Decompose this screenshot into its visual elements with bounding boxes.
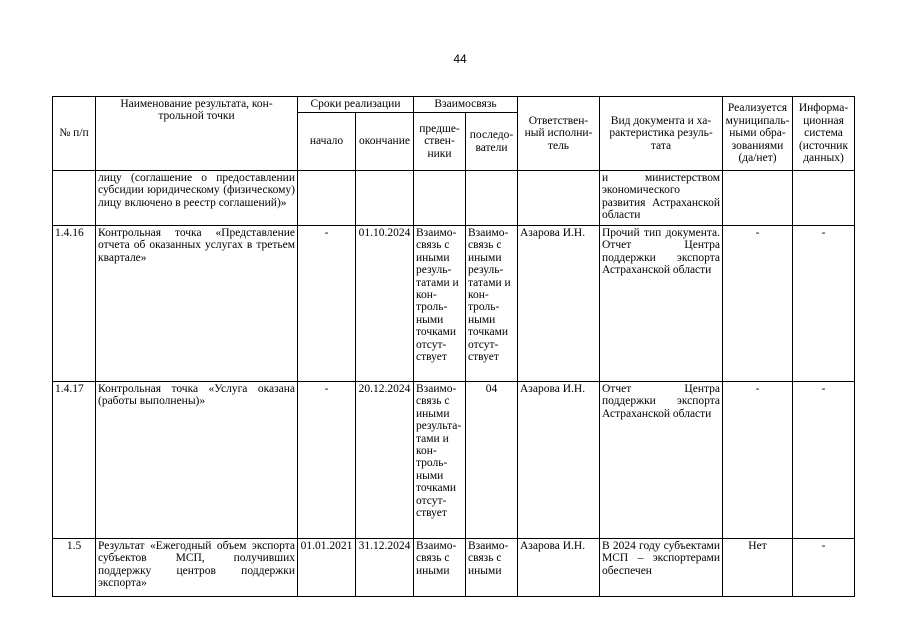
- row-predecessors: Взаимо-связь с иными: [414, 539, 466, 597]
- row-name: Результат «Ежегодный объем экспорта субъектов МСП, получивших поддержку центров поддержки экспорта»: [96, 539, 298, 597]
- row-municipal: -: [723, 382, 793, 539]
- row-successors: Взаимо-связь с иными: [466, 539, 518, 597]
- header-num: № п/п: [53, 97, 96, 171]
- row-successors: [466, 171, 518, 226]
- header-relation: Взаимосвязь: [414, 97, 518, 113]
- row-info-system: -: [793, 382, 855, 539]
- row-doc-type: В 2024 году субъектами МСП – экспортерами обеспечен: [600, 539, 723, 597]
- row-num: 1.5: [53, 539, 96, 597]
- row-municipal: [723, 171, 793, 226]
- row-doc-type: и министерством экономического развития Астраханской области: [600, 171, 723, 226]
- row-end: 31.12.2024: [356, 539, 414, 597]
- header-info-system: Информа-ционная система (источник данных): [793, 97, 855, 171]
- row-responsible: Азарова И.Н.: [518, 382, 600, 539]
- row-municipal: Нет: [723, 539, 793, 597]
- row-name: лицу (соглашение о предоставлении субсидии юридическому (физическому) лицу включено в реестр соглашений)»: [96, 171, 298, 226]
- row-num: [53, 171, 96, 226]
- row-successors: 04: [466, 382, 518, 539]
- row-responsible: Азарова И.Н.: [518, 539, 600, 597]
- header-responsible: Ответствен-ный исполни-тель: [518, 97, 600, 171]
- table-row: [53, 171, 855, 226]
- row-predecessors: Взаимо-связь с иными результа-тами и кон-троль-ными точками отсут-ствует: [414, 382, 466, 539]
- row-name: Контрольная точка «Услуга оказана (работы выполнены)»: [96, 382, 298, 539]
- header-start: начало: [298, 113, 356, 171]
- row-predecessors: Взаимо-связь с иными резуль-татами и кон-троль-ными точками отсут-ствует: [414, 226, 466, 382]
- row-end: 20.12.2024: [356, 382, 414, 539]
- header-predecessors: предше-ствен-ники: [414, 113, 466, 171]
- row-end: 01.10.2024: [356, 226, 414, 382]
- table-row: [53, 539, 855, 597]
- table-row: [53, 382, 855, 539]
- row-end: [356, 171, 414, 226]
- row-name: Контрольная точка «Представление отчета об оказанных услугах в третьем квартале»: [96, 226, 298, 382]
- row-start: [298, 171, 356, 226]
- header-successors: последо-ватели: [466, 113, 518, 171]
- row-start: -: [298, 226, 356, 382]
- row-start: -: [298, 382, 356, 539]
- page-number: 44: [453, 52, 467, 66]
- row-num: 1.4.17: [53, 382, 96, 539]
- row-num: 1.4.16: [53, 226, 96, 382]
- row-doc-type: Прочий тип документа. Отчет Центра поддержки экспорта Астраханской области: [600, 226, 723, 382]
- row-predecessors: [414, 171, 466, 226]
- row-info-system: -: [793, 539, 855, 597]
- row-info-system: -: [793, 226, 855, 382]
- header-municipal: Реализуется муниципаль-ными обра-зованиями (да/нет): [723, 97, 793, 171]
- row-info-system: [793, 171, 855, 226]
- header-deadlines: Сроки реализации: [298, 97, 414, 113]
- row-start: 01.01.2021: [298, 539, 356, 597]
- row-doc-type: Отчет Центра поддержки экспорта Астраханской области: [600, 382, 723, 539]
- row-municipal: -: [723, 226, 793, 382]
- results-table: [52, 96, 855, 597]
- header-doc-type: Вид документа и ха-рактеристика резуль-тата: [600, 97, 723, 171]
- row-responsible: Азарова И.Н.: [518, 226, 600, 382]
- header-name: Наименование результата, кон-трольной точки: [96, 97, 298, 171]
- row-responsible: [518, 171, 600, 226]
- header-end: окончание: [356, 113, 414, 171]
- row-successors: Взаимо-связь с иными резуль-татами и кон-троль-ными точками отсут-ствует: [466, 226, 518, 382]
- table-row: [53, 226, 855, 382]
